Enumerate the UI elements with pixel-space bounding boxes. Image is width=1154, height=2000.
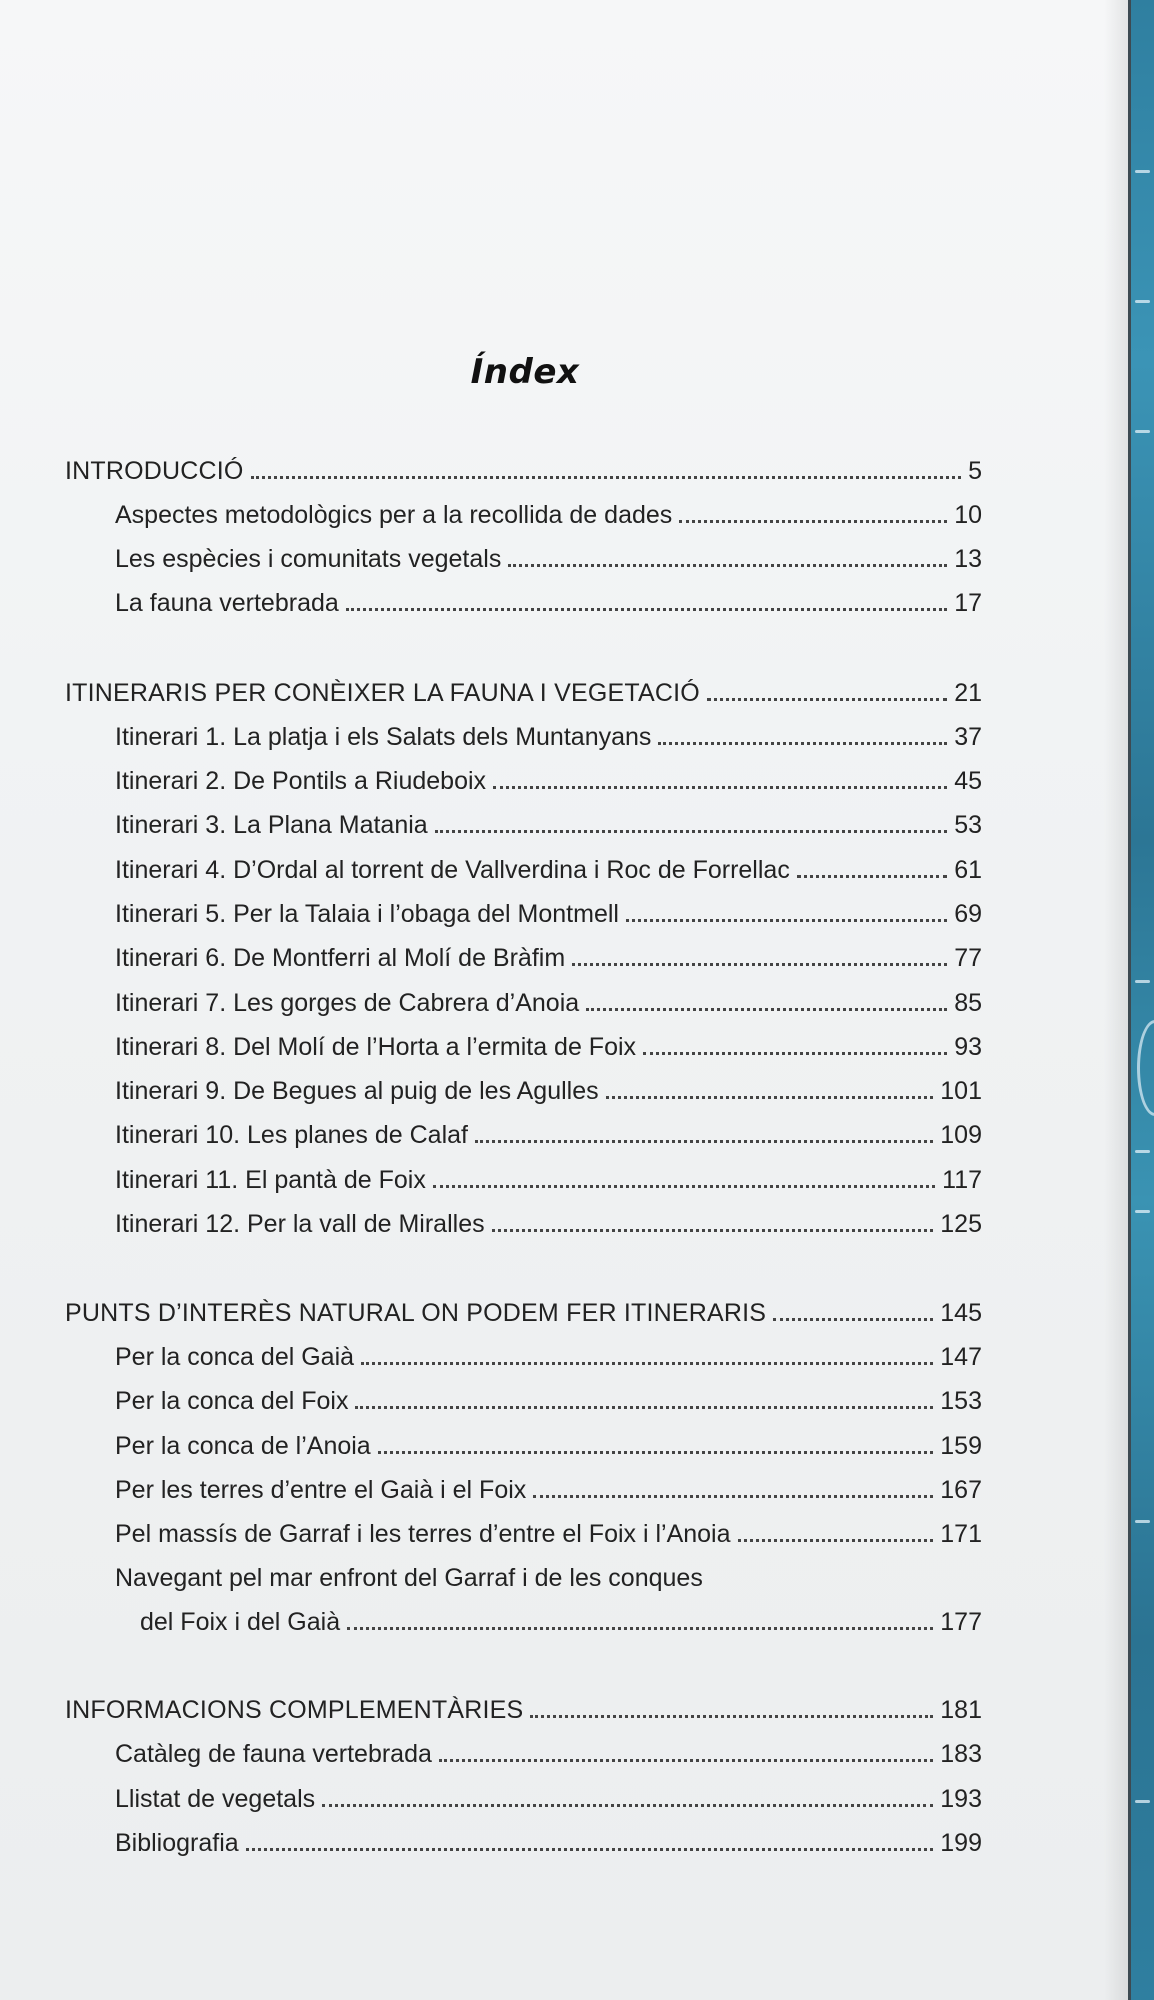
toc-item-label: Itinerari 9. De Begues al puig de les Agulles: [115, 1077, 599, 1105]
toc-item: [115, 1431, 982, 1461]
toc-page-number: 183: [940, 1740, 982, 1768]
toc-page-number: 77: [954, 944, 982, 972]
dot-leader: [493, 786, 947, 789]
toc-section-label: INTRODUCCIÓ: [65, 457, 244, 485]
toc-item-label: Itinerari 10. Les planes de Calaf: [115, 1121, 468, 1149]
toc-page-number: 45: [954, 767, 982, 795]
toc-page-number: 69: [954, 900, 982, 928]
toc-item: [115, 1165, 982, 1195]
dot-leader: [626, 919, 947, 922]
toc-item: [115, 855, 982, 885]
toc-section-punts-interes: [65, 1298, 982, 1328]
toc-page-number: 61: [954, 856, 982, 884]
dot-leader: [347, 1627, 933, 1630]
toc-item-label: Itinerari 4. D’Ordal al torrent de Vallverdina i Roc de Forrellac: [115, 856, 790, 884]
toc-item-label: Itinerari 11. El pantà de Foix: [115, 1166, 426, 1194]
toc-item: [115, 1519, 982, 1549]
toc-page-number: 5: [968, 457, 982, 485]
toc-page-number: 177: [940, 1608, 982, 1636]
toc-item-label: Per la conca del Foix: [115, 1387, 349, 1415]
toc-item: [115, 1475, 982, 1505]
toc-item-label-line2: del Foix i del Gaià: [140, 1608, 341, 1636]
toc-section-itineraris: [65, 678, 982, 708]
dot-leader: [322, 1804, 933, 1807]
toc-item-label: Aspectes metodològics per a la recollida de dades: [115, 501, 673, 529]
toc-page-number: 145: [940, 1299, 982, 1327]
dot-leader: [679, 520, 947, 523]
toc-page-number: 181: [940, 1696, 982, 1724]
dot-leader: [355, 1406, 933, 1409]
dot-leader: [658, 742, 947, 745]
toc-item-label: Les espècies i comunitats vegetals: [115, 545, 502, 573]
toc-page-number: 10: [954, 501, 982, 529]
toc-page-number: 125: [940, 1210, 982, 1238]
toc-item: [115, 810, 982, 840]
toc-section-label: ITINERARIS PER CONÈIXER LA FAUNA I VEGETACIÓ: [65, 679, 700, 707]
toc-item-label: Itinerari 3. La Plana Matania: [115, 811, 428, 839]
dot-leader: [435, 830, 948, 833]
toc-page-number: 199: [940, 1829, 982, 1857]
toc-item-label-line1: Navegant pel mar enfront del Garraf i de les conques: [115, 1564, 703, 1592]
toc-item-label: Itinerari 7. Les gorges de Cabrera d’Anoia: [115, 989, 580, 1017]
dot-leader: [346, 608, 947, 611]
dot-leader: [492, 1229, 934, 1232]
toc-item: [115, 988, 982, 1018]
toc-item: [115, 588, 982, 618]
toc-item: [140, 1607, 982, 1637]
toc-item: [115, 1076, 982, 1106]
toc-section-informacions: [65, 1695, 982, 1725]
toc-item: [115, 899, 982, 929]
toc-item-label: La fauna vertebrada: [115, 589, 339, 617]
toc-page-number: 37: [954, 723, 982, 751]
dot-leader: [643, 1052, 947, 1055]
toc-item: [115, 1828, 982, 1858]
dot-leader: [246, 1848, 934, 1851]
dot-leader: [439, 1759, 933, 1762]
toc-item: [115, 544, 982, 574]
toc-item-label: Itinerari 5. Per la Talaia i l’obaga del Montmell: [115, 900, 619, 928]
toc-page-number: 93: [954, 1033, 982, 1061]
toc-item-label: Per la conca del Gaià: [115, 1343, 355, 1371]
dot-leader: [738, 1539, 934, 1542]
dot-leader: [797, 875, 947, 878]
toc-item-label: Itinerari 6. De Montferri al Molí de Bràfim: [115, 944, 566, 972]
toc-item: [115, 1120, 982, 1150]
toc-page-number: 159: [940, 1432, 982, 1460]
toc-item: [115, 1342, 982, 1372]
dot-leader: [773, 1318, 933, 1321]
dot-leader: [251, 476, 962, 479]
dot-leader: [475, 1140, 933, 1143]
toc-section-label: INFORMACIONS COMPLEMENTÀRIES: [65, 1696, 524, 1724]
toc-page-number: 193: [940, 1785, 982, 1813]
dot-leader: [508, 564, 947, 567]
toc-page-number: 109: [940, 1121, 982, 1149]
dot-leader: [707, 698, 947, 701]
toc-item: [115, 722, 982, 752]
toc-item-label: Per les terres d’entre el Gaià i el Foix: [115, 1476, 527, 1504]
toc-item-label: Itinerari 8. Del Molí de l’Horta a l’ermita de Foix: [115, 1033, 637, 1061]
toc-page-number: 101: [940, 1077, 982, 1105]
toc-item: [115, 1032, 982, 1062]
toc-page-number: 53: [954, 811, 982, 839]
toc-item-label: Catàleg de fauna vertebrada: [115, 1740, 432, 1768]
dot-leader: [378, 1451, 934, 1454]
toc-item-label: Pel massís de Garraf i les terres d’entre el Foix i l’Anoia: [115, 1520, 731, 1548]
dot-leader: [533, 1495, 933, 1498]
toc-page-number: 85: [954, 989, 982, 1017]
toc-item-label: Per la conca de l’Anoia: [115, 1432, 371, 1460]
toc-page-number: 147: [940, 1343, 982, 1371]
toc-item: [115, 943, 982, 973]
toc-page-number: 153: [940, 1387, 982, 1415]
toc-item: [115, 1784, 982, 1814]
toc-item-label: Itinerari 2. De Pontils a Riudeboix: [115, 767, 487, 795]
toc-item-label: Llistat de vegetals: [115, 1785, 316, 1813]
toc-item: [115, 766, 982, 796]
dot-leader: [361, 1362, 933, 1365]
dot-leader: [586, 1008, 947, 1011]
toc-item: [115, 1739, 982, 1769]
toc-item-label: Itinerari 12. Per la vall de Miralles: [115, 1210, 485, 1238]
toc-page-number: 13: [954, 545, 982, 573]
toc-item-label: Itinerari 1. La platja i els Salats dels Muntanyans: [115, 723, 652, 751]
toc-item: [115, 500, 982, 530]
toc-section-introduccio: [65, 456, 982, 486]
cover-edge-strip: [1131, 0, 1154, 2000]
dot-leader: [606, 1096, 934, 1099]
toc-item: [115, 1386, 982, 1416]
toc-item: [115, 1209, 982, 1239]
dot-leader: [433, 1185, 935, 1188]
toc-page-number: 117: [942, 1166, 982, 1194]
toc-page-number: 21: [954, 679, 982, 707]
toc-section-label: PUNTS D’INTERÈS NATURAL ON PODEM FER ITINERARIS: [65, 1299, 767, 1327]
page-title: Índex: [470, 352, 580, 392]
toc-item-label: Bibliografia: [115, 1829, 239, 1857]
toc-page-number: 167: [940, 1476, 982, 1504]
toc-page-number: 171: [940, 1520, 982, 1548]
toc-page-number: 17: [954, 589, 982, 617]
page-shadow: [1104, 0, 1128, 2000]
dot-leader: [572, 963, 947, 966]
dot-leader: [530, 1715, 933, 1718]
